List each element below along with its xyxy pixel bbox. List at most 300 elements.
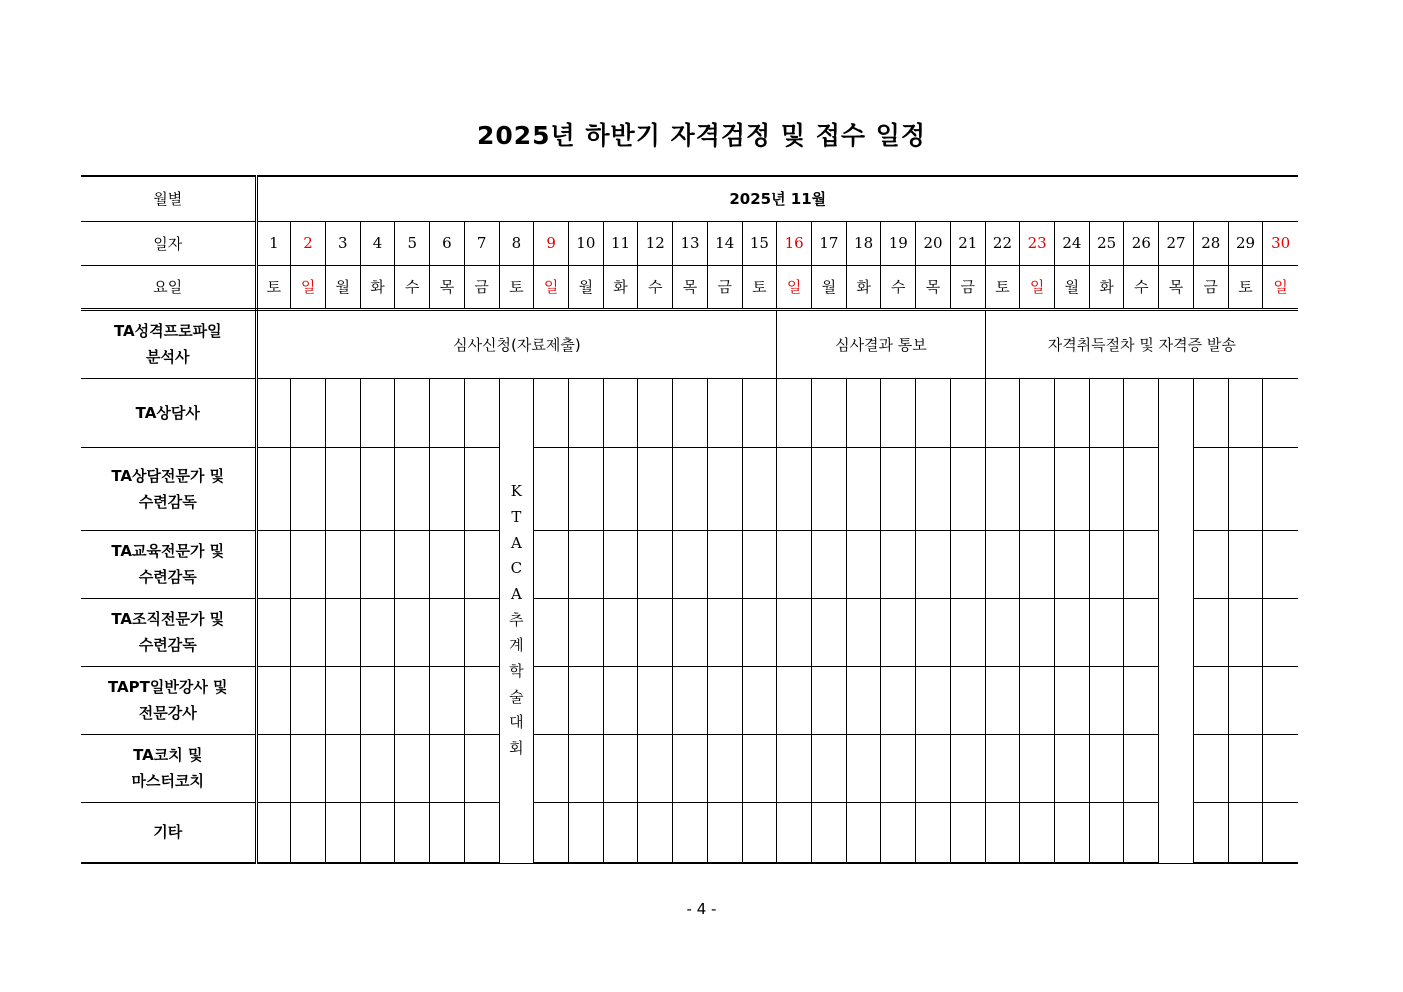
weekday-cell: 금 [1193, 265, 1228, 309]
grid-cell [985, 530, 1020, 598]
grid-cell [673, 666, 708, 734]
event-char: 추 [509, 610, 524, 629]
category-row [81, 802, 1298, 863]
grid-cell [916, 530, 951, 598]
grid-cell [846, 802, 881, 863]
category-line: TA조직전문가 및 [111, 610, 225, 628]
category-line: 분석사 [146, 348, 190, 366]
weekday-cell: 월 [568, 265, 603, 309]
grid-cell [846, 598, 881, 666]
grid-cell [707, 598, 742, 666]
grid-cell [812, 378, 847, 447]
grid-cell [673, 802, 708, 863]
grid-cell [638, 666, 673, 734]
weekday-cell: 금 [464, 265, 499, 309]
grid-cell [1263, 666, 1298, 734]
month-label: 월별 [81, 176, 256, 221]
phase-row [81, 309, 1298, 378]
phase-cell: 심사신청(자료제출) [256, 309, 777, 378]
grid-cell [464, 530, 499, 598]
grid-cell [985, 447, 1020, 530]
grid-cell [846, 378, 881, 447]
grid-cell [1124, 598, 1159, 666]
grid-cell [568, 378, 603, 447]
grid-cell [707, 447, 742, 530]
category-label [81, 309, 256, 378]
grid-cell [534, 378, 569, 447]
grid-cell [707, 378, 742, 447]
category-label [81, 802, 256, 863]
grid-cell [603, 378, 638, 447]
date-cell: 19 [881, 221, 916, 265]
date-cell: 29 [1228, 221, 1263, 265]
date-cell: 18 [846, 221, 881, 265]
grid-cell [777, 447, 812, 530]
weekday-cell: 수 [638, 265, 673, 309]
weekday-cell: 월 [325, 265, 360, 309]
grid-cell [916, 598, 951, 666]
grid-cell [1228, 666, 1263, 734]
grid-cell [325, 530, 360, 598]
category-line: TA코치 및 [133, 746, 203, 764]
grid-cell [638, 802, 673, 863]
grid-cell [1089, 802, 1124, 863]
grid-cell [534, 802, 569, 863]
grid-cell [1089, 734, 1124, 802]
grid-cell [638, 598, 673, 666]
category-line: 마스터코치 [131, 772, 204, 790]
grid-cell [464, 598, 499, 666]
event-char: 회 [509, 739, 524, 758]
weekday-cell: 목 [430, 265, 465, 309]
grid-cell [881, 447, 916, 530]
grid-cell [1055, 802, 1090, 863]
grid-cell [395, 530, 430, 598]
date-cell: 25 [1089, 221, 1124, 265]
grid-cell [846, 734, 881, 802]
date-cell: 9 [534, 221, 569, 265]
grid-cell [291, 734, 326, 802]
grid-cell [1020, 530, 1055, 598]
grid-cell [395, 734, 430, 802]
grid-cell [603, 734, 638, 802]
grid-cell [464, 734, 499, 802]
grid-cell [464, 447, 499, 530]
grid-cell [673, 378, 708, 447]
grid-cell [881, 530, 916, 598]
category-label [81, 447, 256, 530]
grid-cell [707, 666, 742, 734]
grid-cell [916, 666, 951, 734]
date-cell: 22 [985, 221, 1020, 265]
grid-cell [1228, 598, 1263, 666]
weekday-cell: 목 [1159, 265, 1194, 309]
category-label [81, 734, 256, 802]
grid-cell [1193, 530, 1228, 598]
grid-cell [846, 447, 881, 530]
grid-cell [1020, 802, 1055, 863]
date-cell: 20 [916, 221, 951, 265]
grid-cell [1193, 598, 1228, 666]
category-label [81, 598, 256, 666]
grid-cell [673, 530, 708, 598]
date-cell: 27 [1159, 221, 1194, 265]
weekday-cell: 일 [534, 265, 569, 309]
date-cell: 4 [360, 221, 395, 265]
weekday-label: 요일 [81, 265, 256, 309]
grid-cell [1263, 530, 1298, 598]
weekday-cell: 일 [1020, 265, 1055, 309]
grid-cell [1055, 666, 1090, 734]
grid-cell [1263, 378, 1298, 447]
grid-cell [707, 802, 742, 863]
date-cell: 14 [707, 221, 742, 265]
grid-cell [534, 734, 569, 802]
grid-cell [1055, 530, 1090, 598]
date-cell: 10 [568, 221, 603, 265]
grid-cell [395, 666, 430, 734]
grid-cell [1020, 666, 1055, 734]
grid-cell [430, 530, 465, 598]
grid-cell [1263, 802, 1298, 863]
grid-cell [846, 666, 881, 734]
category-row [81, 378, 1298, 447]
grid-cell [916, 378, 951, 447]
grid-cell [812, 666, 847, 734]
grid-cell [950, 598, 985, 666]
category-line: TA교육전문가 및 [111, 542, 225, 560]
category-label [81, 666, 256, 734]
grid-cell [1089, 378, 1124, 447]
weekday-cell: 토 [742, 265, 777, 309]
grid-cell [950, 666, 985, 734]
weekday-row [81, 265, 1298, 309]
weekday-cell: 금 [950, 265, 985, 309]
grid-cell [673, 734, 708, 802]
date-cell: 17 [812, 221, 847, 265]
grid-cell [395, 598, 430, 666]
grid-cell [1020, 378, 1055, 447]
grid-cell [638, 734, 673, 802]
grid-cell [1020, 447, 1055, 530]
grid-cell [1263, 598, 1298, 666]
grid-cell [1193, 378, 1228, 447]
category-line: TA상담전문가 및 [111, 466, 225, 485]
grid-cell [742, 378, 777, 447]
weekday-cell: 수 [881, 265, 916, 309]
weekday-cell: 토 [256, 265, 291, 309]
grid-cell [812, 802, 847, 863]
category-line: TAPT일반강사 및 [107, 678, 228, 696]
grid-cell [360, 447, 395, 530]
grid-cell [291, 447, 326, 530]
grid-cell [950, 530, 985, 598]
grid-cell [950, 802, 985, 863]
weekday-cell: 월 [1055, 265, 1090, 309]
date-cell: 24 [1055, 221, 1090, 265]
grid-cell [742, 530, 777, 598]
grid-cell [673, 598, 708, 666]
grid-cell [464, 378, 499, 447]
page-number: - 4 - [686, 900, 717, 918]
grid-cell [568, 530, 603, 598]
date-cell: 7 [464, 221, 499, 265]
weekday-cell: 일 [777, 265, 812, 309]
grid-cell [603, 598, 638, 666]
grid-cell [256, 447, 291, 530]
grid-cell [395, 802, 430, 863]
phase-cell: 자격취득절차 및 자격증 발송 [985, 309, 1298, 378]
grid-cell [1020, 598, 1055, 666]
grid-cell [881, 802, 916, 863]
grid-cell [534, 666, 569, 734]
grid-cell [916, 802, 951, 863]
event-char: T [511, 507, 522, 526]
grid-cell [603, 447, 638, 530]
grid-cell [568, 734, 603, 802]
weekday-cell: 화 [846, 265, 881, 309]
grid-cell [1228, 530, 1263, 598]
grid-cell [1228, 378, 1263, 447]
weekday-cell: 목 [916, 265, 951, 309]
grid-cell [256, 530, 291, 598]
category-line: 전문강사 [138, 704, 197, 722]
grid-cell [777, 378, 812, 447]
grid-cell [360, 378, 395, 447]
grid-cell [707, 734, 742, 802]
grid-cell [1089, 666, 1124, 734]
weekday-cell: 수 [395, 265, 430, 309]
grid-cell [291, 666, 326, 734]
date-label: 일자 [81, 221, 256, 265]
category-line: 수련감독 [138, 568, 197, 586]
date-cell: 21 [950, 221, 985, 265]
grid-cell [1124, 378, 1159, 447]
date-cell: 23 [1020, 221, 1055, 265]
grid-cell [742, 802, 777, 863]
merged-blank-cell [1159, 378, 1194, 863]
grid-cell [291, 530, 326, 598]
date-cell: 28 [1193, 221, 1228, 265]
event-char: A [510, 584, 522, 603]
grid-cell [777, 802, 812, 863]
grid-cell [638, 378, 673, 447]
grid-cell [291, 598, 326, 666]
category-row [81, 666, 1298, 734]
date-cell: 2 [291, 221, 326, 265]
grid-cell [707, 530, 742, 598]
grid-cell [777, 598, 812, 666]
grid-cell [568, 666, 603, 734]
grid-cell [1124, 530, 1159, 598]
grid-cell [777, 530, 812, 598]
date-cell: 15 [742, 221, 777, 265]
category-row [81, 734, 1298, 802]
grid-cell [1193, 802, 1228, 863]
weekday-cell: 토 [985, 265, 1020, 309]
grid-cell [985, 802, 1020, 863]
grid-cell [1089, 447, 1124, 530]
grid-cell [291, 378, 326, 447]
category-row [81, 447, 1298, 530]
grid-cell [638, 530, 673, 598]
grid-cell [1263, 447, 1298, 530]
grid-cell [950, 734, 985, 802]
grid-cell [1089, 530, 1124, 598]
grid-cell [395, 378, 430, 447]
grid-cell [985, 598, 1020, 666]
grid-cell [1124, 734, 1159, 802]
grid-cell [1263, 734, 1298, 802]
grid-cell [430, 598, 465, 666]
weekday-cell: 토 [1228, 265, 1263, 309]
date-cell: 5 [395, 221, 430, 265]
grid-cell [430, 802, 465, 863]
grid-cell [1055, 378, 1090, 447]
grid-cell [256, 802, 291, 863]
category-label [81, 378, 256, 447]
grid-cell [395, 447, 430, 530]
grid-cell [1228, 802, 1263, 863]
grid-cell [985, 378, 1020, 447]
grid-cell [568, 598, 603, 666]
grid-cell [881, 666, 916, 734]
weekday-cell: 화 [360, 265, 395, 309]
month-row [81, 176, 1298, 221]
page-title: 2025년 하반기 자격검정 및 접수 일정 [476, 121, 927, 150]
grid-cell [1055, 598, 1090, 666]
grid-cell [881, 734, 916, 802]
grid-cell [1193, 734, 1228, 802]
grid-cell [325, 447, 360, 530]
grid-cell [464, 802, 499, 863]
date-cell: 12 [638, 221, 673, 265]
weekday-cell: 토 [499, 265, 534, 309]
grid-cell [256, 598, 291, 666]
grid-cell [881, 598, 916, 666]
grid-cell [1124, 666, 1159, 734]
category-line: 수련감독 [138, 492, 197, 511]
event-cell [499, 378, 534, 863]
grid-cell [430, 666, 465, 734]
category-line: TA성격프로파일 [113, 322, 222, 340]
category-line: TA상담사 [135, 403, 200, 422]
grid-cell [742, 598, 777, 666]
grid-cell [1124, 802, 1159, 863]
grid-cell [812, 598, 847, 666]
weekday-cell: 목 [673, 265, 708, 309]
grid-cell [1020, 734, 1055, 802]
grid-cell [742, 447, 777, 530]
grid-cell [603, 530, 638, 598]
grid-cell [985, 666, 1020, 734]
category-row [81, 598, 1298, 666]
event-char: 계 [509, 636, 524, 655]
grid-cell [534, 598, 569, 666]
grid-cell [881, 378, 916, 447]
grid-cell [464, 666, 499, 734]
date-row [81, 221, 1298, 265]
grid-cell [1228, 734, 1263, 802]
grid-cell [950, 447, 985, 530]
grid-cell [1228, 447, 1263, 530]
grid-cell [812, 734, 847, 802]
category-row [81, 530, 1298, 598]
grid-cell [603, 666, 638, 734]
grid-cell [1055, 734, 1090, 802]
grid-cell [742, 734, 777, 802]
grid-cell [430, 447, 465, 530]
event-char: 학 [509, 662, 524, 681]
grid-cell [291, 802, 326, 863]
grid-cell [1089, 598, 1124, 666]
grid-cell [777, 734, 812, 802]
event-char: 술 [509, 687, 524, 706]
weekday-cell: 수 [1124, 265, 1159, 309]
date-cell: 30 [1263, 221, 1298, 265]
grid-cell [603, 802, 638, 863]
grid-cell [534, 530, 569, 598]
grid-cell [812, 530, 847, 598]
grid-cell [950, 378, 985, 447]
grid-cell [325, 598, 360, 666]
grid-cell [1193, 666, 1228, 734]
grid-cell [256, 378, 291, 447]
weekday-cell: 화 [603, 265, 638, 309]
grid-cell [360, 530, 395, 598]
date-cell: 6 [430, 221, 465, 265]
weekday-cell: 월 [812, 265, 847, 309]
grid-cell [360, 666, 395, 734]
grid-cell [638, 447, 673, 530]
event-char: A [510, 533, 522, 552]
event-char: 대 [509, 713, 524, 732]
grid-cell [325, 378, 360, 447]
schedule-table [81, 175, 1298, 864]
grid-cell [534, 447, 569, 530]
weekday-cell: 화 [1089, 265, 1124, 309]
phase-cell: 심사결과 통보 [777, 309, 985, 378]
grid-cell [360, 734, 395, 802]
grid-cell [568, 802, 603, 863]
grid-cell [360, 802, 395, 863]
grid-cell [916, 734, 951, 802]
grid-cell [360, 598, 395, 666]
date-cell: 3 [325, 221, 360, 265]
category-label [81, 530, 256, 598]
grid-cell [1193, 447, 1228, 530]
date-cell: 1 [256, 221, 291, 265]
date-cell: 26 [1124, 221, 1159, 265]
grid-cell [1055, 447, 1090, 530]
weekday-cell: 일 [1263, 265, 1298, 309]
date-cell: 16 [777, 221, 812, 265]
date-cell: 13 [673, 221, 708, 265]
month-value: 2025년 11월 [256, 176, 1298, 221]
grid-cell [985, 734, 1020, 802]
weekday-cell: 일 [291, 265, 326, 309]
grid-cell [777, 666, 812, 734]
grid-cell [256, 734, 291, 802]
category-line: 수련감독 [138, 636, 197, 654]
grid-cell [916, 447, 951, 530]
grid-cell [430, 734, 465, 802]
event-char: K [510, 482, 522, 501]
grid-cell [325, 666, 360, 734]
grid-cell [1124, 447, 1159, 530]
grid-cell [430, 378, 465, 447]
grid-cell [673, 447, 708, 530]
